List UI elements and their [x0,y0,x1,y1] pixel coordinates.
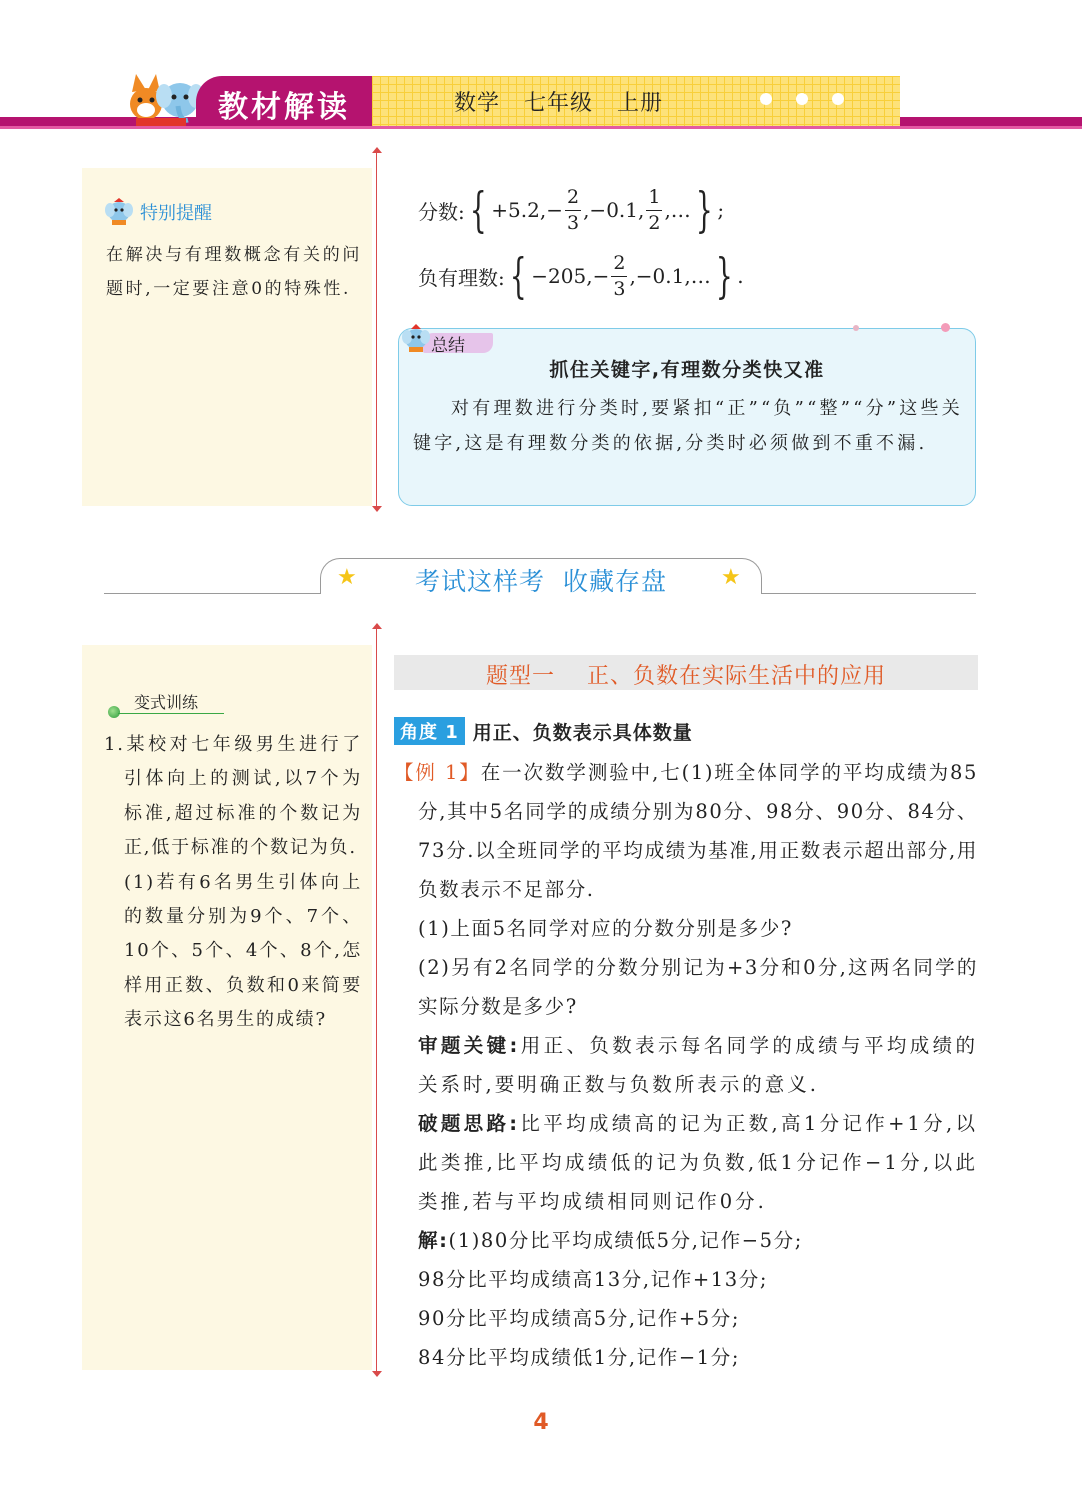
star-icon: ★ [337,565,357,590]
analysis-key-label: 审题关键: [418,1034,521,1057]
divider-arrow-down [372,1371,382,1377]
header-subject: 数学 七年级 上册 [454,91,663,116]
solving-idea-text: 比平均成绩高的记为正数,高1分记作+1分,以此类推,比平均成绩低的记为负数,低1分记作−1分,以此类推,若与平均成绩相同则记作0分. [418,1112,978,1213]
mascot-icon [104,198,134,226]
banner-rule-right [760,593,976,594]
variant-body [104,728,362,1038]
fraction: $\frac{2}{3}$ [613,251,626,300]
left-brace: { [469,182,487,238]
summary-title: 抓住关键字,有理数分类快又准 [549,359,825,381]
right-brace: } [695,182,713,238]
tip-header [104,198,212,226]
header-dots [760,93,844,105]
example-question-1: (1)上面5名同学对应的分数分别是多少? [418,917,793,940]
summary-label: 总结 [431,336,465,356]
solution-line-3: 90分比平均成绩高5分,记作+5分; [418,1307,741,1330]
header-stripe-light [0,126,1082,129]
example-stem [394,753,978,909]
column-divider [376,628,377,1373]
green-dot-icon [108,706,120,718]
header-title-block [196,76,372,126]
example-stem-text: 在一次数学测验中,七(1)班全体同学的平均成绩为85分,其中5名同学的成绩分别为80分、98分、90分、84分、73分.以全班同学的平均成绩为基准,用正数表示超出部分,用负数表示不足部分. [418,761,979,901]
set-tail: ; [717,198,725,222]
tip-body: 在解决与有理数概念有关的问题时,一定要注意0的特殊性. [106,245,362,299]
example-question-2: (2)另有2名同学的分数分别记为+3分和0分,这两名同学的实际分数是多少? [418,956,978,1018]
example-content [394,753,978,1377]
tip-title: 特别提醒 [140,203,212,224]
divider-arrow-up [372,147,382,153]
fraction-set-label: 分数: [418,199,465,224]
mascot-icon [118,70,208,126]
right-brace: } [715,248,733,304]
analysis-key [394,1026,978,1104]
divider-arrow-down [372,506,382,512]
page-header [0,70,1082,136]
section-banner [320,558,762,594]
variant-question-1-part-1: (1)若有6名男生引体向上的数量分别为9个、7个、10个、5个、4个、8个,怎样用正数、负数和0来简要表示这6名男生的成绩? [124,871,362,1031]
summary-header [401,323,501,357]
header-subject-band [372,76,900,126]
question-type-bar [394,655,978,690]
solving-idea [394,1104,978,1221]
variant-question-1: 1.某校对七年级男生进行了引体向上的测试,以7个为标准,超过标准的个数记为正,低于标准的个数记为负. [104,734,362,859]
solution-line-1 [394,1221,978,1260]
set-item: −205,− [531,264,610,288]
summary-body: 对有理数进行分类时,要紧扣“正”“负”“整”“分”这些关键字,这是有理数分类的依据,分类时必须做到不重不漏. [413,398,963,454]
set-item: ,−0.1,… [629,264,711,288]
set-item: ,… [664,198,691,222]
decor-dot [853,325,859,331]
angle-badge: 角度 1 [394,717,465,745]
variant-title: 变式训练 [134,693,199,712]
angle-title: 用正、负数表示具体数量 [472,721,693,744]
set-item: ,−0.1, [583,198,645,222]
solution-label: 解: [418,1229,449,1252]
variant-header [104,686,224,718]
section-banner-text: 考试这样考 收藏存盘 [415,567,667,596]
solution-line-4: 84分比平均成绩低1分,记作−1分; [418,1346,741,1369]
banner-rule-left [104,593,322,594]
header-title: 教材解读 [218,90,350,125]
set-item: +5.2,− [491,198,563,222]
negative-set [418,248,744,304]
fraction-set [418,182,725,238]
analysis-key-text: 用正、负数表示每名同学的成绩与平均成绩的关系时,要明确正数与负数所表示的意义. [418,1034,978,1096]
variant-underline [118,713,224,714]
decor-dot [941,323,950,332]
divider-arrow-up [372,623,382,629]
fraction: $\frac{2}{3}$ [566,185,580,234]
solution-line-2: 98分比平均成绩高13分,记作+13分; [418,1268,769,1291]
question-type-title: 题型一 正、负数在实际生活中的应用 [486,664,886,689]
left-brace: { [509,248,527,304]
star-icon: ★ [721,565,741,590]
example-label: 【例 1】 [394,761,481,784]
mascot-icon [401,323,431,353]
summary-box [398,328,976,506]
page-number: 4 [533,1410,549,1435]
negative-set-label: 负有理数: [418,265,505,290]
angle-heading [394,717,693,745]
column-divider [376,152,377,508]
fraction: $\frac{1}{2}$ [648,185,661,234]
solving-idea-label: 破题思路: [418,1112,521,1135]
solution-text: (1)80分比平均成绩低5分,记作−5分; [448,1229,803,1252]
set-tail: . [737,264,744,288]
